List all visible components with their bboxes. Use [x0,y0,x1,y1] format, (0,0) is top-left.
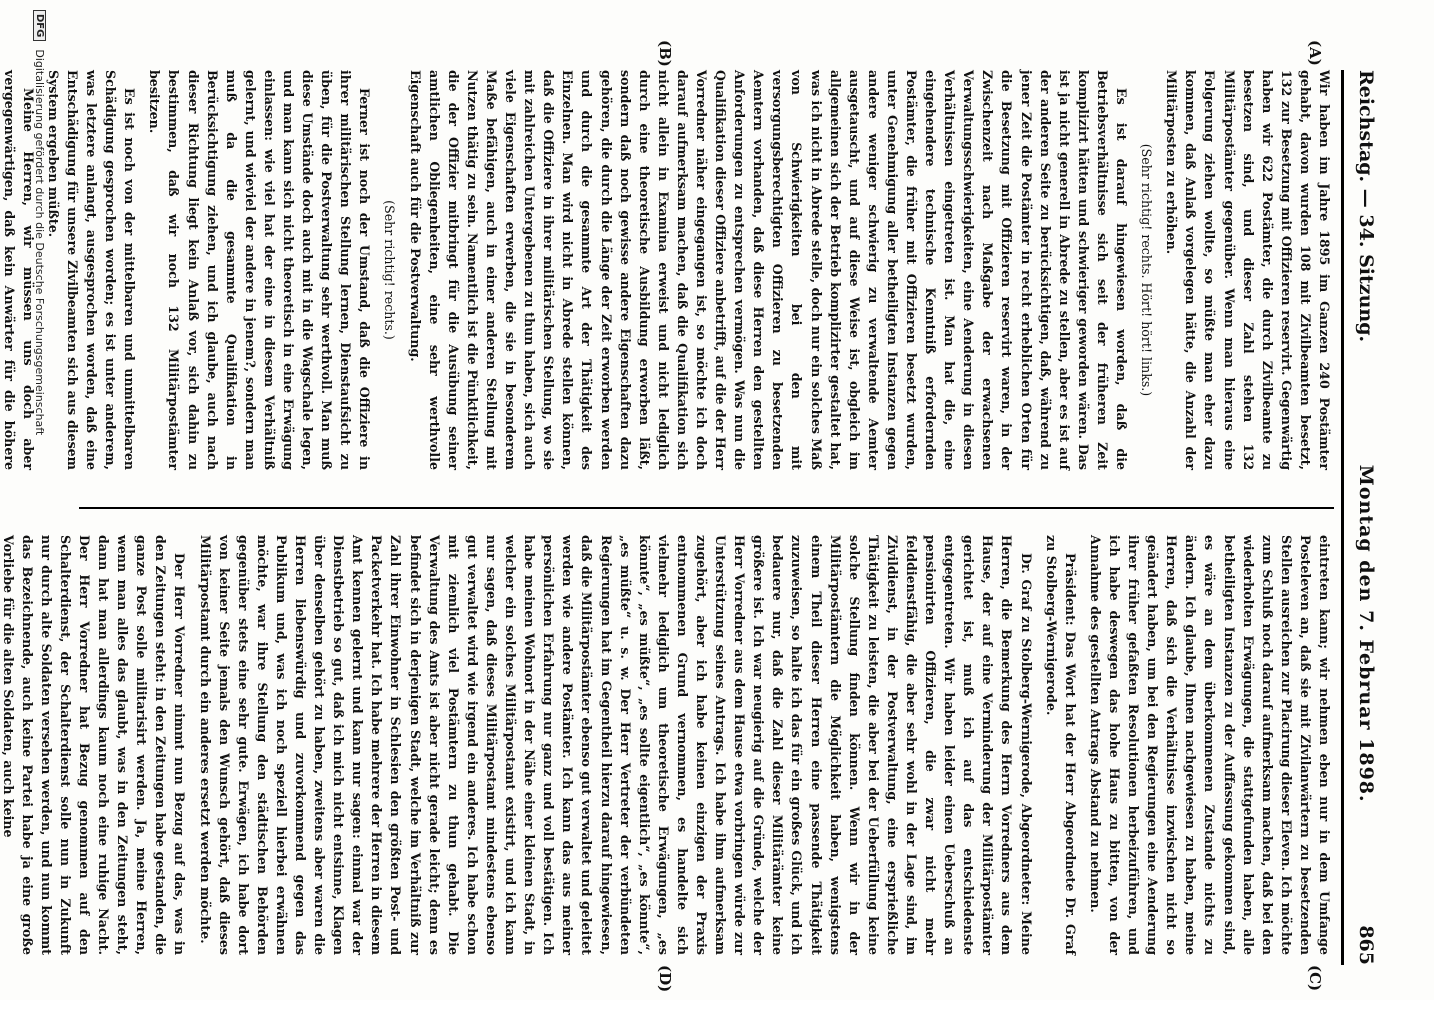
header-rule [1341,70,1344,965]
header-left: Reichstag. — 34. Sitzung. [1355,70,1377,343]
paragraph: Dr. Graf zu Stolberg-Wernigerode, Abgeordneter: Meine Herren, die Bemerkung des Herrn Vorredners aus dem Hause, der auf eine Verminderung der Militärpostämter gerichtet ist, muß ich auf das entschiedenste entgegentreten. Wir haben leider einen Ueberschuß an pensionirten Offizieren, die zwar nicht mehr felddienstfähig, die aber sehr wohl in der Lage sind, im Zivildienst, in der Postverwaltung, eine ersprießliche Thätigkeit zu leisten, die aber bei der Ueberfüllung keine solche Stellung finden können. Wenn wir in der Militärpostämtern die Möglichkeit haben, wenigstens einem Theil dieser Herren eine passende Thätigkeit zuzuweisen, so halte ich das für ein großes Glück, und ich bedauere nur, daß die Zahl dieser Militärämter keine größere ist. Ich war neugierig auf die Gründe, welche der Herr Vorredner aus dem Hause etwa vorbringen würde zur Unterstützung seines Antrags. Ich habe ihm aufmerksam zugehört, aber ich habe keinen einzigen der Praxis entnommenen Grund vernommen, es handelte sich vielmehr lediglich um theoretische Erwägungen, „es könnte“, „es müßte“, „es sollte eigentlich“, „es könnte“, „es müßte“ u. s. w. Der Herr Vertreter der verbündeten Regierungen hat im Gegentheil hierzu darauf hingewiesen, daß die Militärpostämter ebenso gut verwaltet und geleitet werden wie andere Postämter. Ich kann das aus meiner persönlichen Erfahrung nur ganz und voll bestätigen. Ich habe meinen Wohnort in der Nähe einer kleinen Stadt, in welcher ein solches Militärpostamt existirt, und ich kann nur sagen, daß dieses Militärpostamt mindestens ebenso gut verwaltet wird wie irgend ein anderes. Ich habe schon mit ziemlich viel Postämtern zu thun gehabt. Die Verwaltung des Amts ist aber nicht gerade leicht; denn es befindet sich in derjenigen Stadt, welche im Verhältniß zur Zahl ihrer Einwohner in Schlesien den größten Post- und Packetverkehr hat. Ich habe mehrere der Herren in diesem Amt kennen gelernt und kann nur sagen: einmal war der Dienstbetrieb so gut, daß ich mich nicht entsinne, Klagen über denselben gehört zu haben, zweitens aber waren die Herren liebenswürdig und zuvorkommend gegen das Publikum und, was ich noch speziell hierbei erwähnen möchte, war ihre Stellung den städtischen Behörden gegenüber stets eine sehr gute. Erwägen, ich habe dort von keiner Seite jemals den Wunsch gehört, daß dieses Militärpostamt durch ein anderes ersetzt werden möchte. [197,535,1034,955]
credit-text: Digitalisierung gefördert durch die Deutsche Forschungsgemeinschaft [33,49,47,436]
paragraph: Es ist darauf hingewiesen worden, daß die Betriebsverhältnisse sich seit der früheren Zeit komplizirt hätten und schwieriger geworden wären. Das ist ja nicht generell in Abrede zu stellen, aber es ist auf der anderen Seite zu berücksichtigen, daß, während zu jener Zeit die Postämter in recht erheblichen Orten für die Besetzung mit Offizieren reservirt waren, in der Zwischenzeit nach Maßgabe der erwachsenen Verwaltungsschwierigkeiten, eine Aenderung in diesen Verhältnissen eingetreten ist. Man hat die, eine eingehendere technische Kenntniß erfordernden Postämter, die früher mit Offizieren besetzt wurden, unter Genehmigung aller betheiligten Instanzen gegen andere weniger schwierig zu verwaltende Aemter ausgetauscht, und auf diese Weise ist, obgleich im allgemeinen sich der Betrieb komplizirter gestaltet hat, was ich nicht in Abrede stelle, doch nur ein solches Maß von Schwierigkeiten bei den mit versorgungsberechtigten Offizieren zu besetzenden Aemtern vorhanden, daß diese Herren den gestellten Anforderungen zu entsprechen vermögen. Was nun die Qualifikation dieser Offiziere anbetrifft, auf die der Herr Vorredner näher eingegangen ist, so möchte ich doch darauf aufmerksam machen, daß die Qualifikation sich nicht allein in Examina erweist und nicht lediglich durch eine theoretische Ausbildung erworben läßt, sondern daß noch gewisse andere Eigenschaften dazu gehören, die durch die Länge der Zeit erworben werden und durch die gesammte Art der Thätigkeit des Einzelnen. Man wird nicht in Abrede stellen können, daß die Offiziere in ihrer militärischen Stellung, wo sie mit zahlreichen Untergebenen zu thun haben, sich auch viele Eigenschaften erwerben, die sie in besonderem Maße befähigen, auch in einer anderen Stellung mit Nutzen thätig zu sein. Namentlich ist die Pünktlichkeit, die der Offizier mitbringt für die Ausübung seiner amtlichen Obliegenheiten, eine sehr werthvolle Eigenschaft auch für die Postverwaltung. [407,70,1130,470]
digitization-credit [31,0,49,1010]
page-header [1346,70,1386,965]
paragraph: eintreten kann; wir nehmen eben nur in dem Umfange Posteleven an, daß sie mit Zivilanwärtern zu besetzenden Stellen ausreichen zur Placirung dieser Eleven. Ich möchte zum Schluß noch darauf aufmerksam machen, daß bei den wiederholten Erwägungen, die stattgefunden haben, alle betheiligten Instanzen zu der Auffassung gekommen sind, es wäre an dem überkommenen Zustande nichts zu ändern. Ich glaube, Ihnen nachgewiesen zu haben, meine Herren, daß sich die Verhältnisse inzwischen nicht so geändert haben, um bei den Regierungen eine Aenderung ihrer früher gefaßten Resolutionen herbeizuführen, und ich habe deswegen das hohe Haus zu bitten, von der Annahme des gestellten Antrags Abstand zu nehmen. [1087,535,1332,955]
paragraph: Es ist noch von der mittelbaren und unmittelbaren Schädigung gesprochen worden; es ist unter anderem, was letztere anlangt, ausgesprochen worden, daß eine Entschädigung für unsere Zivilbeamten sich aus diesem System ergeben müßte. [45,70,138,470]
paragraph: Ferner ist noch der Umstand, daß die Offiziere in ihrer militärischen Stellung lernen, Dienstaufsicht zu üben, für die Postverwaltung sehr werthvoll. Man muß diese Umstände doch auch mit in die Wagschale legen, und man kann sich nicht theoretisch in eine Erwägung einlassen: wie viel hat der eine in diesem Verhältniß gelernt, und wieviel der andere in jenem?, sondern man muß da die gesammte Qualifikation in Berücksichtigung ziehen, und ich glaube, auch nach dieser Richtung liegt kein Anlaß vor, sich dahin zu bestimmen, daß wir noch 132 Militärpostämter besitzen. [147,70,373,470]
page-number: 865 [1355,925,1377,965]
paragraph: Der Herr Vorredner nimmt nun Bezug auf das, was in den Zeitungen steht: in den Zeitungen habe gestanden, die ganze Post solle militarisirt werden. Ja, meine Herren, wenn man alles das glaubt, was in den Zeitungen steht, dann hat man allerdings kaum noch eine ruhige Nacht. Der Herr Vorredner hat Bezug genommen auf den Schalterdienst, der Schalterdienst solle nun in Zukunft nur durch alte Soldaten versehen werden, und nun kommt das Bezeichnende, auch keine Partei habe ja eine große Vorliebe für die alten Soldaten, auch keine [0,535,188,955]
paragraph: Meine Herren, wir müssen uns doch aber vergegenwärtigen, daß kein Anwärter für die höhere [1,70,36,470]
margin-mark-c: (C) [1306,965,1324,992]
dfg-logo: DFG [34,10,47,41]
speaker-announcement: Präsident: Das Wort hat der Herr Abgeordnete Dr. Graf zu Stolberg-Wernigerode. [1043,535,1078,955]
margin-mark-a: (A) [1306,40,1324,66]
right-column [0,535,1334,955]
interjection: (Sehr richtig! rechts. Hört! hört! links.) [1139,143,1155,397]
interjection: (Sehr richtig! rechts.) [382,200,398,340]
header-date: Montag den 7. Februar 1898. [1355,464,1377,803]
margin-mark-b: (B) [656,40,674,67]
column-divider [79,507,1334,509]
paragraph: Wir haben im Jahre 1895 im Ganzen 240 Postämter gehabt, davon wurden 108 mit Zivilbeamten besetzt, 132 zur Besetzung mit Offizieren reservirt. Gegenwärtig haben wir 622 Postämter, die durch Zivilbeamte zu besetzen sind, und dieser Zahl stehen 132 Militärpostämter gegenüber. Wenn man hieraus eine Folgerung ziehen wollte, so müßte man eher dazu kommen, daß Anlaß vorgelegen hätte, die Anzahl der Militärposten zu erhöhen. [1164,70,1332,470]
margin-mark-d: (D) [656,965,674,993]
